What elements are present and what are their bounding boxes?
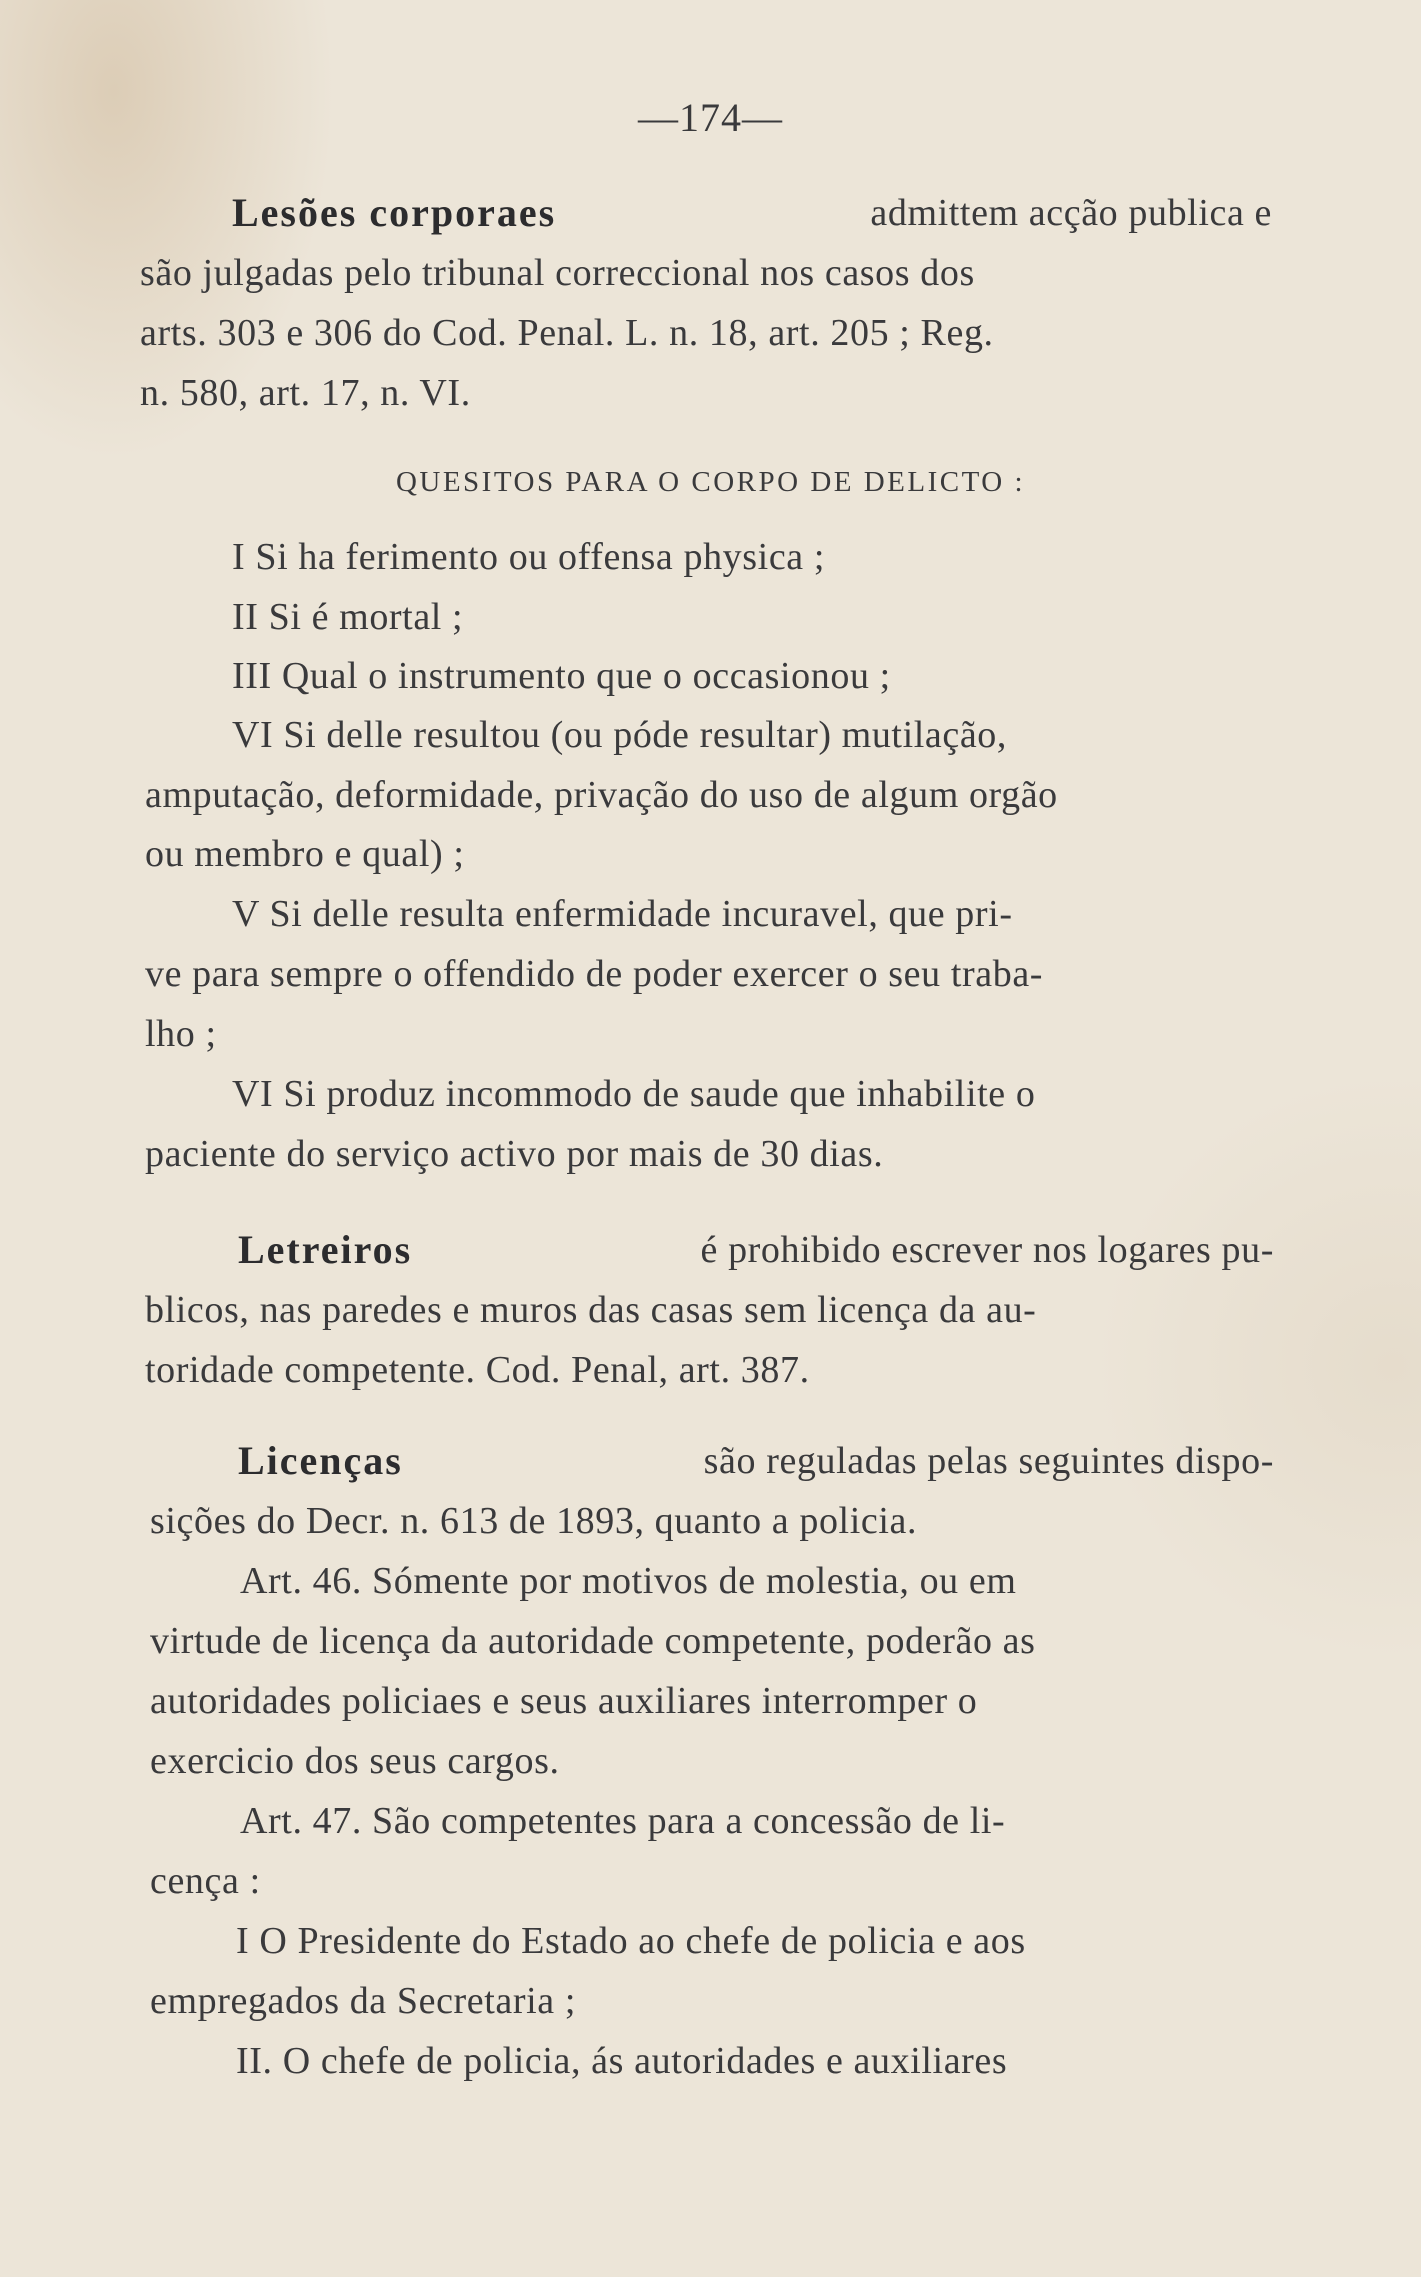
quesito-item: II Si é mortal ; <box>232 596 464 638</box>
text-line: Art. 47. São competentes para a concessão de li- <box>240 1800 1006 1842</box>
text-line: admittem acção publica e <box>870 192 1272 234</box>
text-line: são reguladas pelas seguintes dispo- <box>703 1440 1274 1482</box>
text-line: toridade competente. Cod. Penal, art. 387. <box>145 1349 810 1391</box>
paragraph-lesoes-line-1 <box>232 189 1272 237</box>
text-line: paciente do serviço activo por mais de 30 dias. <box>145 1133 884 1175</box>
text-line: autoridades policiaes e seus auxiliares interromper o <box>150 1680 978 1722</box>
text-line: ve para sempre o offendido de poder exercer o seu traba- <box>145 953 1044 995</box>
text-line <box>140 249 1270 297</box>
quesito-item: V Si delle resulta enfermidade incuravel, que pri- <box>232 893 1013 935</box>
quesito-item: III Qual o instrumento que o occasionou ; <box>232 655 891 697</box>
section-title-quesitos: QUESITOS PARA O CORPO DE DELICTO : <box>395 466 1026 498</box>
heading-licencas: Licenças <box>238 1438 403 1483</box>
quesito-item: VI Si delle resultou (ou póde resultar) mutilação, <box>232 714 1008 756</box>
text-line: blicos, nas paredes e muros das casas sem licença da au- <box>145 1289 1037 1331</box>
text-line: I O Presidente do Estado ao chefe de policia e aos <box>236 1920 1026 1962</box>
text-line: virtude de licença da autoridade competente, poderão as <box>150 1620 1036 1662</box>
quesito-item: VI Si produz incommodo de saude que inhabilite o <box>232 1073 1036 1115</box>
text-line: n. 580, art. 17, n. VI. <box>140 372 471 414</box>
text-line: II. O chefe de policia, ás autoridades e auxiliares <box>236 2040 1008 2082</box>
quesito-item: I Si ha ferimento ou offensa physica ; <box>232 536 826 578</box>
heading-lesoes-corporaes: Lesões corporaes <box>232 190 557 235</box>
text-line: lho ; <box>145 1013 217 1055</box>
text-line: empregados da Secretaria ; <box>150 1980 577 2022</box>
text-line: é prohibido escrever nos logares pu- <box>700 1229 1274 1271</box>
page-number: —174— <box>638 95 783 140</box>
text-line: exercicio dos seus cargos. <box>150 1740 560 1782</box>
text-line: ou membro e qual) ; <box>145 833 465 875</box>
text-line: cença : <box>150 1860 261 1902</box>
heading-letreiros: Letreiros <box>238 1227 413 1272</box>
text-content: são julgadas pelo tribunal correccional nos casos dos <box>140 252 975 294</box>
text-line: sições do Decr. n. 613 de 1893, quanto a policia. <box>150 1500 918 1542</box>
text-content: arts. 303 e 306 do Cod. Penal. L. n. 18, art. 205 ; Reg. <box>140 312 994 354</box>
text-line: Art. 46. Sómente por motivos de molestia, ou em <box>240 1560 1017 1602</box>
paragraph-letreiros-line-1 <box>238 1226 1274 1274</box>
text-line: amputação, deformidade, privação do uso de algum orgão <box>145 774 1058 816</box>
text-line <box>140 309 1270 357</box>
paragraph-licencas-line-1 <box>238 1437 1274 1485</box>
